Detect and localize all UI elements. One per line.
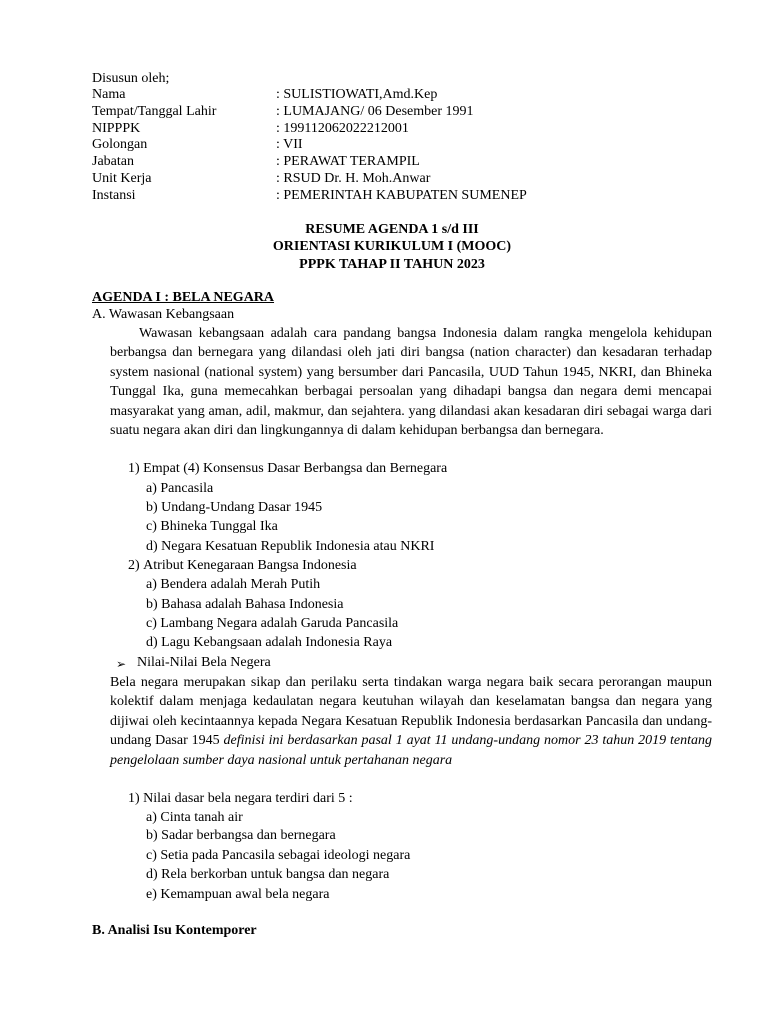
list-item: a) Cinta tanah air xyxy=(146,810,243,825)
field-label: Jabatan xyxy=(92,154,134,169)
field-value: : SULISTIOWATI,Amd.Kep xyxy=(276,87,438,102)
list-item: b) Sadar berbangsa dan bernegara xyxy=(146,828,336,843)
field-label: Golongan xyxy=(92,137,148,152)
list-item: c) Setia pada Pancasila sebagai ideologi negara xyxy=(146,848,411,863)
field-value: : VII xyxy=(276,137,303,152)
bullet-heading: Nilai-Nilai Bela Negera xyxy=(137,655,271,670)
wawasan-paragraph: Wawasan kebangsaan adalah cara pandang bangsa Indonesia dalam rangka mengelola kehidupan berbangsa dan bernegara yang dilandasi oleh jati diri bangsa (nation character) dan kesadaran terhadap system nasional (national system) yang bersumber dari Pancasila, UUD Tahun 1945, NKRI, dan Bhineka Tunggal Ika, guna memecahkan berbagai persoalan yang dihadapi bangsa dan negara demi mencapai masyarakat yang aman, adil, makmur, dan sejahtera. yang dilandasi akan kesadaran diri sebagai warga dari suatu negara akan diri dan lingkungannya di dalam kehidupan berbangsa dan bernegara. xyxy=(110,326,712,439)
list-item: c) Lambang Negara adalah Garuda Pancasila xyxy=(146,616,399,631)
field-value: : PERAWAT TERAMPIL xyxy=(276,154,420,169)
list-title: 1) Nilai dasar bela negara terdiri dari 5 : xyxy=(128,791,353,806)
field-label: Instansi xyxy=(92,188,136,203)
bela-negara-definition: definisi ini berdasarkan pasal 1 ayat 11 undang-undang nomor 23 tahun 2019 tentang pengelolaan sumber daya nasional untuk pertahanan negara xyxy=(110,733,712,768)
list-item: b) Bahasa adalah Bahasa Indonesia xyxy=(146,597,344,612)
arrow-bullet-icon: ➢ xyxy=(116,657,127,671)
list-item: c) Bhineka Tunggal Ika xyxy=(146,519,278,534)
list-item: a) Bendera adalah Merah Putih xyxy=(146,577,321,592)
field-value: : PEMERINTAH KABUPATEN SUMENEP xyxy=(276,188,527,203)
bela-negara-paragraph xyxy=(110,673,712,770)
list-item: a) Pancasila xyxy=(146,481,214,496)
section-b-heading: B. Analisi Isu Kontemporer xyxy=(92,923,257,938)
list-title: 2) Atribut Kenegaraan Bangsa Indonesia xyxy=(128,558,357,573)
list-item: d) Lagu Kebangsaan adalah Indonesia Raya xyxy=(146,635,393,650)
list-item: d) Rela berkorban untuk bangsa dan negara xyxy=(146,867,390,882)
document-title-line-1: RESUME AGENDA 1 s/d III xyxy=(305,222,479,237)
field-label: Nama xyxy=(92,87,126,102)
list-item: b) Undang-Undang Dasar 1945 xyxy=(146,500,323,515)
document-title-line-3: PPPK TAHAP II TAHUN 2023 xyxy=(299,257,485,272)
field-value: : RSUD Dr. H. Moh.Anwar xyxy=(276,171,431,186)
list-title: 1) Empat (4) Konsensus Dasar Berbangsa dan Bernegara xyxy=(128,461,448,476)
section-a-heading: A. Wawasan Kebangsaan xyxy=(92,307,235,322)
list-item: e) Kemampuan awal bela negara xyxy=(146,887,330,902)
field-label: NIPPPK xyxy=(92,121,141,136)
agenda-heading: AGENDA I : BELA NEGARA xyxy=(92,290,275,305)
document-title-line-2: ORIENTASI KURIKULUM I (MOOC) xyxy=(272,239,512,254)
field-value: : 199112062022212001 xyxy=(276,121,409,136)
intro-text: Disusun oleh; xyxy=(92,71,170,86)
field-value: : LUMAJANG/ 06 Desember 1991 xyxy=(276,104,474,119)
field-label: Unit Kerja xyxy=(92,171,152,186)
bela-negara-text: Bela negara merupakan sikap dan perilaku serta tindakan warga negara baik secara perorangan maupun kolektif dalam menjaga kedaulatan negara keutuhan wilayah dan keselamatan bangsa dan negara yang dijiwai oleh kecintaannya kepada Negara Kesatuan Republik Indonesia berdasarkan Pancasila dan undang-undang Dasar 1945 xyxy=(110,675,712,749)
list-item: d) Negara Kesatuan Republik Indonesia atau NKRI xyxy=(146,539,435,554)
field-label: Tempat/Tanggal Lahir xyxy=(92,104,217,119)
